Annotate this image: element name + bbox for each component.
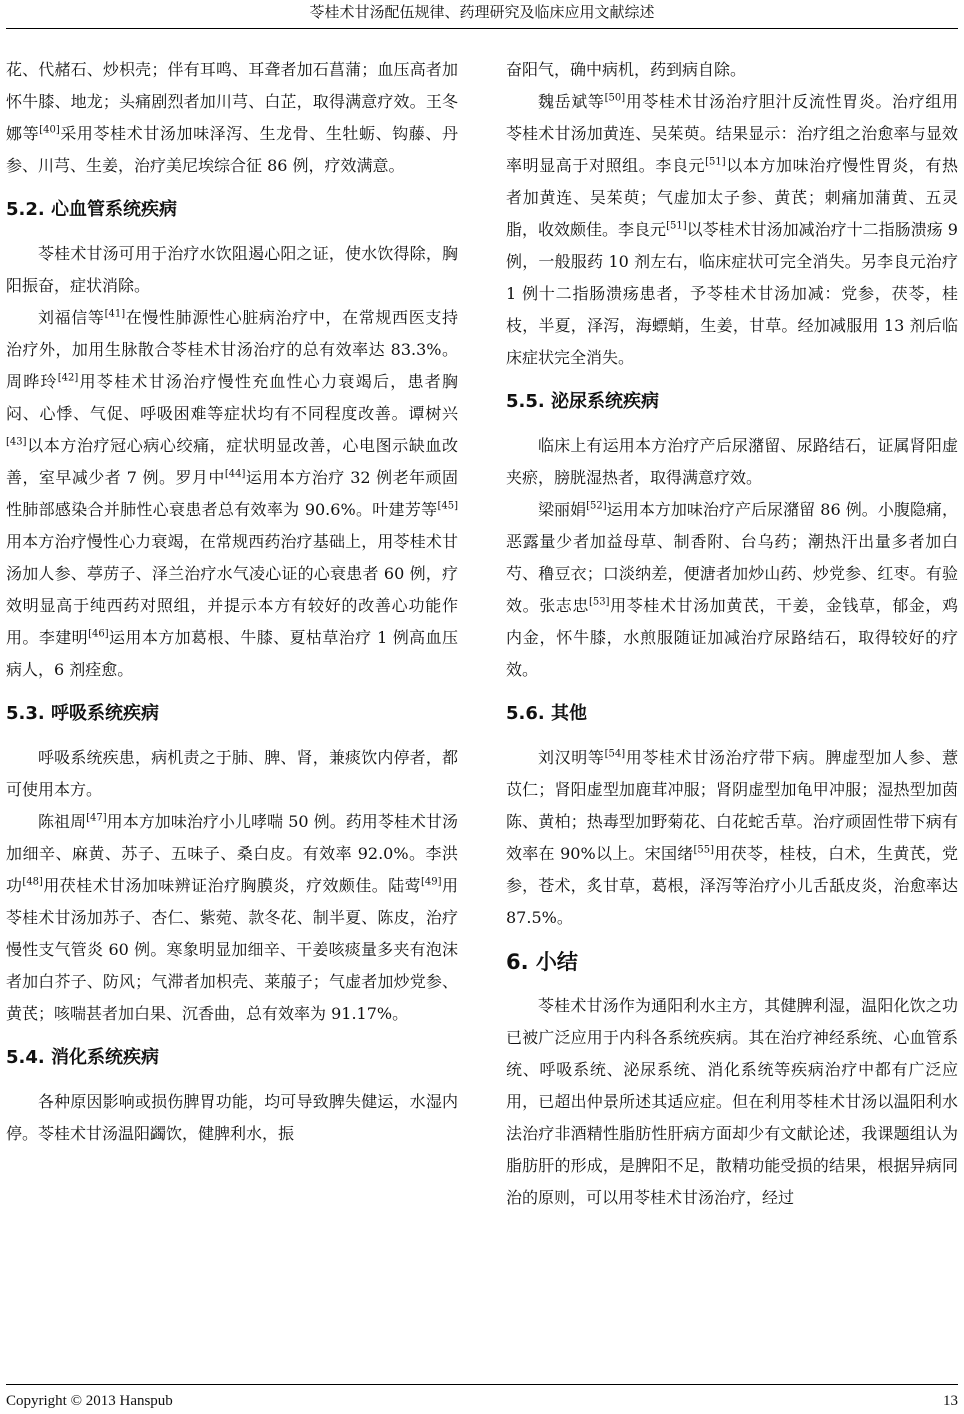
citation-ref: [43] <box>6 436 27 448</box>
paragraph <box>506 494 958 686</box>
paragraph-text: 用茯苓，桂枝，白术，生黄芪，党参，苍术，炙甘草，葛根，泽泻等治疗小儿舌舐皮炎，治愈率达 87.5%。 <box>506 844 958 927</box>
citation-author: 王冬娜等 <box>6 92 458 143</box>
page-number: 13 <box>943 1393 958 1409</box>
paragraph <box>6 806 458 1030</box>
running-title: 苓桂术甘汤配伍规律、药理研究及临床应用文献综述 <box>309 3 655 21</box>
citation-ref: [52] <box>586 500 607 512</box>
citation-author: 刘汉明等 <box>538 748 605 767</box>
citation-ref: [45] <box>437 500 458 512</box>
header-rule <box>6 28 958 29</box>
section-heading-urinary: 5.5. 泌尿系统疾病 <box>506 391 659 412</box>
paragraph-text: 用苓桂术甘汤治疗胆汁反流性胃炎。治疗组用苓桂术甘汤加黄连、吴茱萸。结果显示：治疗组之治愈率与显效率明显高于对照组。李良元 <box>506 92 958 175</box>
section-heading-summary: 6. 小结 <box>506 950 578 974</box>
citation-ref: [47] <box>86 812 107 824</box>
citation-author: 刘福信等 <box>38 308 105 327</box>
paragraph-text: 用本方治疗慢性心力衰竭，在常规西药治疗基础上，用苓桂术甘汤加人参、葶苈子、泽兰治疗水气凌心证的心衰患者 60 例，疗效明显高于纯西药对照组，并提示本方有较好的改善心功能作用。李建明 <box>6 532 458 647</box>
paragraph-text: 运用本方加味治疗产后尿潴留 86 例。小腹隐痛，恶露量少者加益母草、制香附、台乌药；潮热汗出量多者加白芍、穞豆衣；口淡纳差，便溏者加炒山药、炒党参、红枣。有验效。张志忠 <box>506 500 958 615</box>
paragraph-text: 以本方加味治疗慢性胃炎，有热者加黄连、吴茱萸；气虚加太子参、黄芪；刺痛加蒲黄、五灵脂，收效颇佳。李良元 <box>506 156 958 239</box>
right-column <box>506 54 958 1214</box>
citation-ref: [55] <box>693 844 715 856</box>
paragraph-text: 以本方治疗冠心病心绞痛，症状明显改善，心电图示缺血改善，室早减少者 7 例。罗月中 <box>6 436 458 487</box>
copyright: Copyright © 2013 Hanspub <box>6 1393 173 1409</box>
paragraph-text: 采用苓桂术甘汤加味泽泻、生龙骨、生牡蛎、钩藤、丹参、川芎、生姜，治疗美尼埃综合征 86 例，疗效满意。 <box>6 124 458 175</box>
paragraph-text: 花、代赭石、炒枳壳；伴有耳鸣、耳聋者加石菖蒲；血压高者加怀牛膝、地龙；头痛剧烈者加川芎、白芷，取得满意疗效。 <box>6 60 458 111</box>
citation-ref: [54] <box>604 748 626 760</box>
paragraph-text: 用苓桂术甘汤治疗带下病。脾虚型加人参、薏苡仁；肾阳虚型加鹿茸冲服；肾阴虚型加龟甲冲服；湿热型加茵陈、黄柏；热毒型加野菊花、白花蛇舌草。治疗顽固性带下病有效率在 90%以上。宋国绪 <box>506 748 958 863</box>
citation-ref: [41] <box>104 308 126 320</box>
citation-ref: [46] <box>88 628 109 640</box>
footer-rule <box>6 1384 958 1385</box>
paragraph-text: 用苓桂术甘汤治疗慢性充血性心力衰竭后，患者胸闷、心悸、气促、呼吸困难等症状均有不同程度改善。谭树兴 <box>6 372 458 423</box>
paragraph <box>6 302 458 686</box>
citation-ref: [51] <box>666 220 687 232</box>
paragraph-continued <box>6 54 458 182</box>
citation-author: 魏岳斌等 <box>538 92 605 111</box>
paragraph: 苓桂术甘汤作为通阳利水主方，其健脾利湿，温阳化饮之功已被广泛应用于内科各系统疾病。其在治疗神经系统、心血管系统、呼吸系统、泌尿系统、消化系统等疾病治疗中都有广泛应用，已超出仲景所述其适应症。但在利用苓桂术甘汤以温阳利水法治疗非酒精性脂肪性肝病方面却少有文献论述，我课题组认为脂肪肝的形成，是脾阳不足，散精功能受损的结果，根据异病同治的原则，可以用苓桂术甘汤治疗，经过 <box>506 996 958 1207</box>
paragraph: 呼吸系统疾患，病机责之于肺、脾、肾，兼痰饮内停者，都可使用本方。 <box>6 748 458 799</box>
section-heading-respiratory: 5.3. 呼吸系统疾病 <box>6 703 159 724</box>
citation-ref: [48] <box>22 876 43 888</box>
paragraph <box>506 742 958 934</box>
citation-ref: [49] <box>421 876 442 888</box>
section-heading-cardiovascular: 5.2. 心血管系统疾病 <box>6 199 177 220</box>
citation-ref: [51] <box>705 156 726 168</box>
section-heading-digestive: 5.4. 消化系统疾病 <box>6 1047 159 1068</box>
paragraph: 临床上有运用本方治疗产后尿潴留、尿路结石，证属肾阳虚夹瘀，膀胱湿热者，取得满意疗效。 <box>506 436 958 487</box>
citation-ref: [42] <box>57 372 79 384</box>
paragraph-continued: 奋阳气，确中病机，药到病自除。 <box>506 60 747 79</box>
paragraph-text: 用茯桂术甘汤加味辨证治疗胸膜炎，疗效颇佳。陆莺 <box>42 876 422 895</box>
citation-ref: [50] <box>604 92 626 104</box>
citation-ref: [40] <box>39 124 60 136</box>
paragraph-text: 用苓桂术甘汤加苏子、杏仁、紫菀、款冬花、制半夏、陈皮，治疗慢性支气管炎 60 例。寒象明显加细辛、干姜咳痰量多夹有泡沫者加白芥子、防风；气滞者加枳壳、莱菔子；气虚者加炒党参、黄芪；咳喘甚者加白果、沉香曲，总有效率为 91.17%。 <box>6 876 458 1023</box>
paragraph-text: 以苓桂术甘汤加减治疗十二指肠溃疡 9 例，一般服药 10 剂左右，临床症状可完全消失。另李良元治疗 1 例十二指肠溃疡患者，予苓桂术甘汤加减：党参，茯苓，桂枝，半夏，泽泻，海螵蛸，生姜，甘草。经加减服用 13 剂后临床症状完全消失。 <box>506 220 958 367</box>
citation-ref: [44] <box>224 468 246 480</box>
paragraph: 各种原因影响或损伤脾胃功能，均可导致脾失健运，水湿内停。苓桂术甘汤温阳蠲饮，健脾利水，振 <box>6 1092 458 1143</box>
paragraph-text: 运用本方治疗 32 例老年顽固性肺部感染合并肺性心衰患者总有效率为 90.6%。叶建芳等 <box>6 468 458 519</box>
paragraph <box>506 86 958 374</box>
citation-author: 陈祖周 <box>38 812 87 831</box>
section-heading-other: 5.6. 其他 <box>506 703 587 724</box>
citation-ref: [53] <box>588 596 610 608</box>
paragraph-text: 运用本方加葛根、牛膝、夏枯草治疗 1 例高血压病人，6 剂痊愈。 <box>6 628 458 679</box>
paragraph-text: 在慢性肺源性心脏病治疗中，在常规西医支持治疗外，加用生脉散合苓桂术甘汤治疗的总有效率达 83.3%。周晔玲 <box>6 308 458 391</box>
left-column <box>6 54 458 1150</box>
citation-author: 梁丽娟 <box>538 500 587 519</box>
paragraph-text: 用苓桂术甘汤加黄芪，干姜，金钱草，郁金，鸡内金，怀牛膝，水煎服随证加减治疗尿路结石，取得较好的疗效。 <box>506 596 958 679</box>
paragraph-text: 用本方加味治疗小儿哮喘 50 例。药用苓桂术甘汤加细辛、麻黄、苏子、五味子、桑白皮。有效率 92.0%。李洪功 <box>6 812 458 895</box>
paragraph: 苓桂术甘汤可用于治疗水饮阻遏心阳之证，使水饮得除，胸阳振奋，症状消除。 <box>6 244 458 295</box>
